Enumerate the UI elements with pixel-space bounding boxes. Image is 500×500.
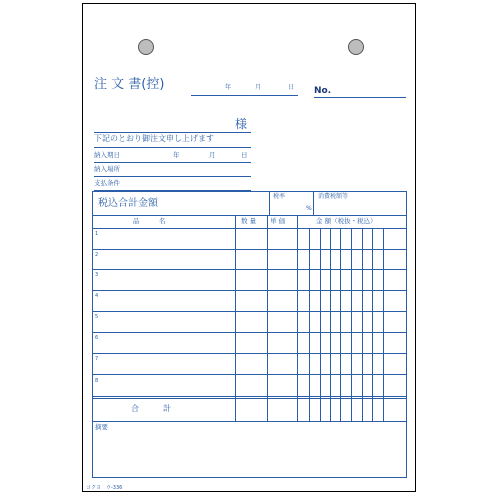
remarks-label: 摘要: [95, 423, 108, 431]
header-row-bottom: [92, 228, 407, 229]
row-number: 2: [95, 252, 99, 258]
quantity-header: 数 量: [241, 217, 257, 225]
amount-header: 金 額（税抜・税込）: [316, 217, 377, 225]
row-line-5: [92, 332, 407, 333]
delivery-month: 月: [209, 151, 216, 159]
number-underline: [314, 97, 406, 98]
consumption-tax-label: 消費税額等: [318, 193, 349, 200]
row-line-2: [92, 269, 407, 270]
row-number: 3: [95, 272, 99, 278]
col-line-amount-7: [372, 228, 373, 422]
total-divider-2: [313, 191, 314, 215]
payment-terms-label: 支払条件: [94, 179, 120, 187]
row-line-8: [92, 396, 407, 397]
order-form-sheet: [82, 3, 416, 492]
row-line-4: [92, 311, 407, 312]
total-row-bottom: [92, 215, 407, 216]
number-label: No.: [314, 86, 332, 96]
col-line-qty-price: [267, 216, 268, 422]
col-line-amount-2: [320, 228, 321, 422]
row-number: 7: [95, 356, 99, 362]
row-number: 1: [95, 231, 99, 237]
percent-sign: %: [306, 205, 312, 212]
header-month: 月: [255, 84, 262, 91]
col-line-item-qty: [235, 216, 236, 422]
header-day: 日: [288, 84, 295, 91]
col-line-amount-3: [330, 228, 331, 422]
col-line-amount-4: [340, 228, 341, 422]
grand-total-bottom: [92, 421, 407, 422]
col-line-amount-8: [383, 228, 384, 422]
row-number: 8: [95, 378, 99, 384]
total-divider-1: [269, 191, 270, 215]
delivery-year: 年: [173, 151, 180, 159]
row-number: 5: [95, 314, 99, 320]
row-number: 6: [95, 335, 99, 341]
date-underline: [191, 95, 298, 96]
grand-total-label: 合 計: [131, 404, 171, 413]
tax-rate-label: 税率: [273, 193, 286, 200]
form-title: 注 文 書(控): [94, 77, 165, 92]
row-number: 4: [95, 293, 99, 299]
item-header: 品 名: [133, 217, 166, 225]
col-line-amount-1: [309, 228, 310, 422]
punch-hole-left: [138, 39, 154, 55]
col-line-amount-5: [351, 228, 352, 422]
row-line-3: [92, 290, 407, 291]
col-line-amount-6: [362, 228, 363, 422]
row-line-1: [92, 249, 407, 250]
delivery-place-label: 納入場所: [94, 165, 120, 173]
unit-price-header: 単 価: [270, 217, 286, 225]
delivery-date-underline: [94, 162, 251, 163]
punch-hole-right: [348, 39, 364, 55]
header-year: 年: [225, 84, 232, 91]
col-line-price-amount: [297, 216, 298, 422]
tax-included-total-label: 税込合計金額: [98, 198, 158, 209]
row-line-7: [92, 374, 407, 375]
delivery-day: 日: [241, 151, 248, 159]
main-table-frame: [92, 191, 407, 478]
request-underline: [94, 147, 251, 148]
product-code: コクヨ ウ-336: [86, 485, 123, 491]
honorific-sama: 様: [235, 117, 248, 131]
delivery-place-underline: [94, 176, 251, 177]
row-line-6: [92, 353, 407, 354]
grand-total-top-double: [92, 398, 407, 399]
delivery-date-label: 納入期日: [94, 151, 120, 159]
addressee-underline: [94, 132, 251, 133]
request-text: 下記のとおり御注文申し上げます: [94, 134, 214, 143]
